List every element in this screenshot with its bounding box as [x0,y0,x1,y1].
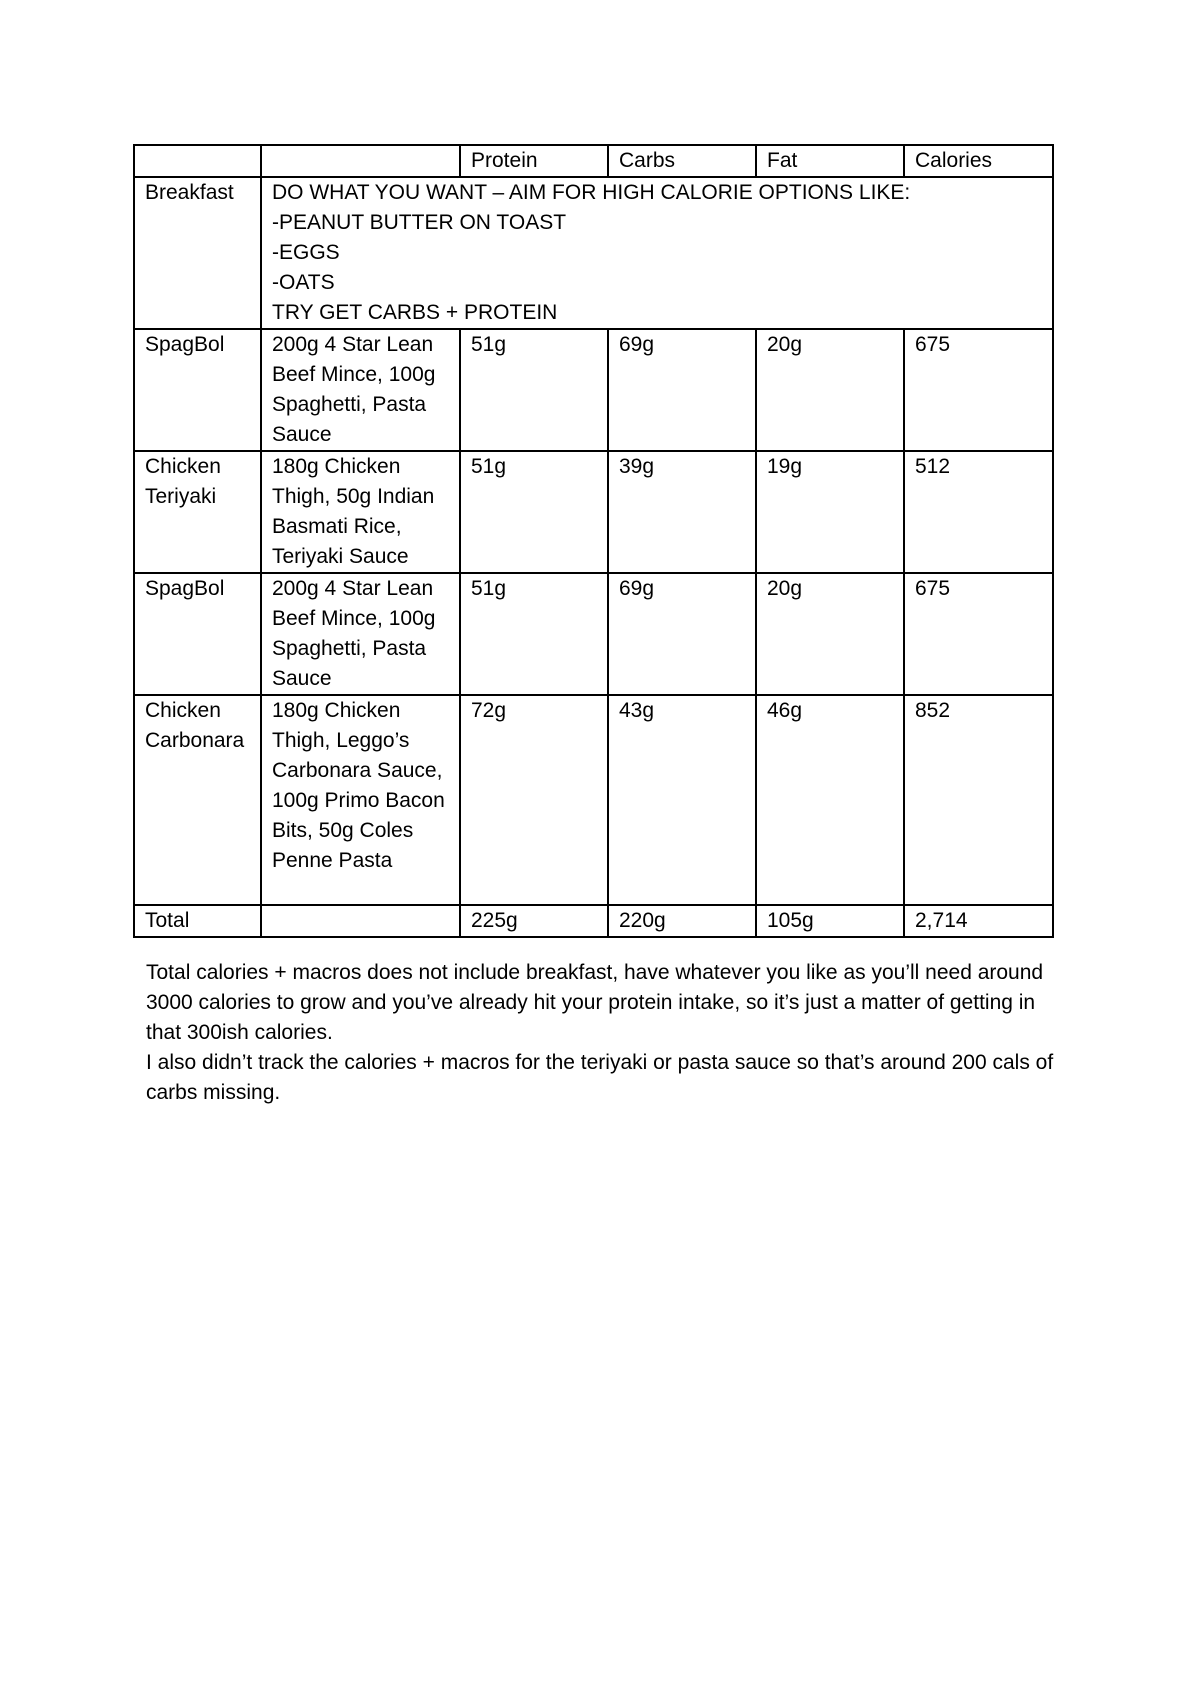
breakfast-line: TRY GET CARBS + PROTEIN [272,301,558,324]
meal-carbs: 69g [608,329,756,451]
breakfast-instructions [261,177,1053,329]
meal-row [134,451,1053,573]
note-paragraph: I also didn’t track the calories + macros for the teriyaki or pasta sauce so that’s around 200 cals of carbs missing. [146,1051,1054,1104]
table-header-row [134,145,1053,177]
notes-section [146,958,1066,1108]
meal-ingredients: 200g 4 Star Lean Beef Mince, 100g Spaghetti, Pasta Sauce [261,329,460,451]
meal-calories: 512 [904,451,1053,573]
breakfast-label: Breakfast [134,177,261,329]
header-cell-blank-1 [134,145,261,177]
breakfast-row [134,177,1053,329]
meal-protein: 72g [460,695,608,905]
meal-carbs: 39g [608,451,756,573]
meal-carbs: 69g [608,573,756,695]
meal-ingredients: 200g 4 Star Lean Beef Mince, 100g Spaghetti, Pasta Sauce [261,573,460,695]
header-cell-blank-2 [261,145,460,177]
header-cell-protein: Protein [460,145,608,177]
breakfast-line: -PEANUT BUTTER ON TOAST [272,211,567,234]
meal-fat: 20g [756,573,904,695]
breakfast-line: -OATS [272,271,335,294]
total-fat: 105g [756,905,904,937]
total-label: Total [134,905,261,937]
meal-fat: 46g [756,695,904,905]
breakfast-line: DO WHAT YOU WANT – AIM FOR HIGH CALORIE OPTIONS LIKE: [272,181,911,204]
total-ingredients [261,905,460,937]
meal-calories: 852 [904,695,1053,905]
total-protein: 225g [460,905,608,937]
total-row [134,905,1053,937]
total-carbs: 220g [608,905,756,937]
meal-fat: 19g [756,451,904,573]
meal-protein: 51g [460,329,608,451]
breakfast-line: -EGGS [272,241,340,264]
meal-name: Chicken Teriyaki [134,451,261,573]
meal-carbs: 43g [608,695,756,905]
header-cell-fat: Fat [756,145,904,177]
meal-plan-table [133,144,1054,938]
meal-row [134,329,1053,451]
meal-name: SpagBol [134,329,261,451]
meal-fat: 20g [756,329,904,451]
header-cell-calories: Calories [904,145,1053,177]
total-calories: 2,714 [904,905,1053,937]
meal-ingredients: 180g Chicken Thigh, Leggo’s Carbonara Sauce, 100g Primo Bacon Bits, 50g Coles Penne Pasta [261,695,460,905]
meal-ingredients: 180g Chicken Thigh, 50g Indian Basmati Rice, Teriyaki Sauce [261,451,460,573]
meal-name: Chicken Carbonara [134,695,261,905]
meal-row [134,573,1053,695]
meal-protein: 51g [460,451,608,573]
header-cell-carbs: Carbs [608,145,756,177]
meal-calories: 675 [904,573,1053,695]
meal-name: SpagBol [134,573,261,695]
meal-row [134,695,1053,905]
meal-protein: 51g [460,573,608,695]
meal-calories: 675 [904,329,1053,451]
note-paragraph: Total calories + macros does not include breakfast, have whatever you like as you’ll need around 3000 calories to grow and you’ve already hit your protein intake, so it’s just a matter of getting in that 300ish calories. [146,961,1044,1044]
